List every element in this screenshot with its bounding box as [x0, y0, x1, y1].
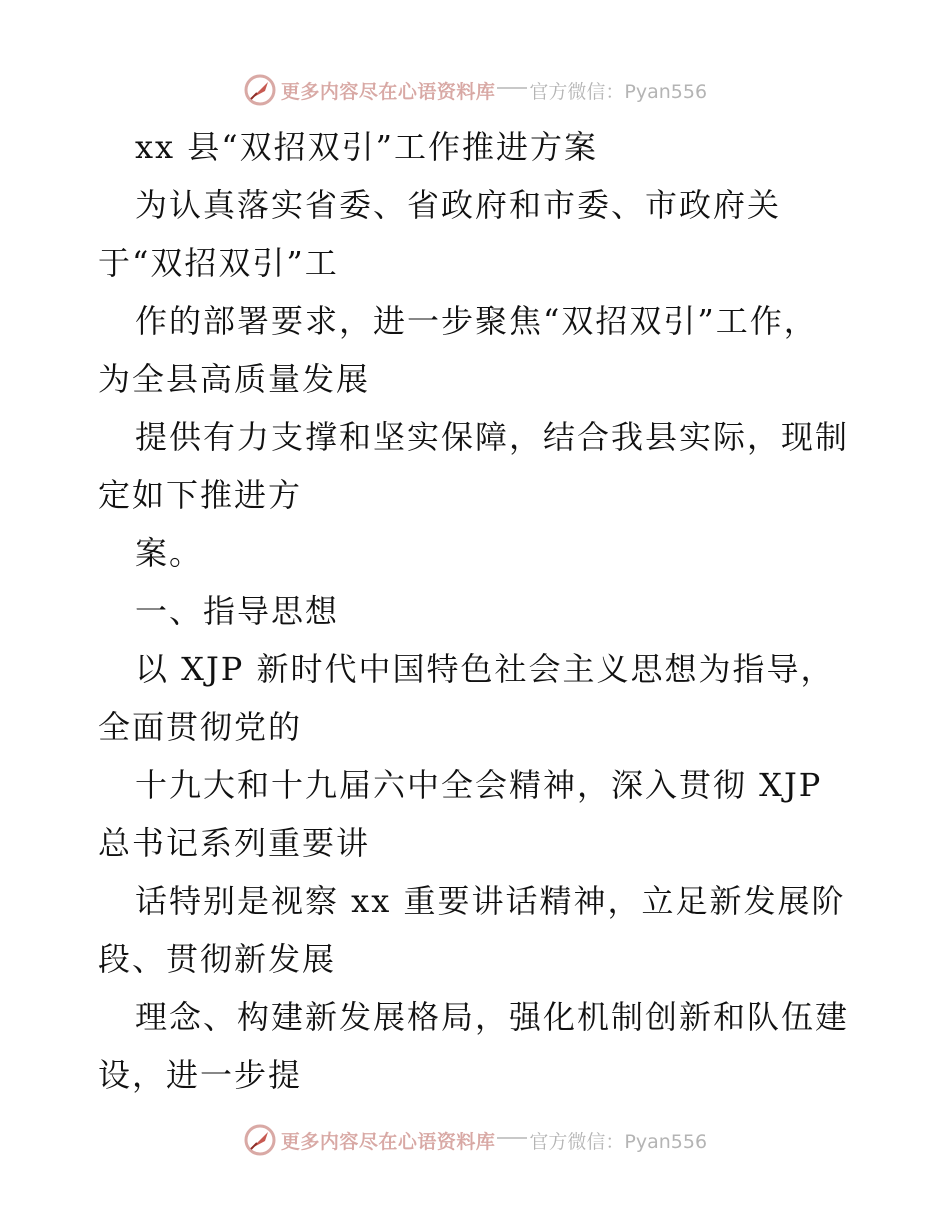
- paragraph-line: 总书记系列重要讲: [98, 824, 371, 862]
- paragraph-line: 段、贯彻新发展: [98, 940, 337, 978]
- watermark-dash: [497, 1137, 527, 1139]
- paragraph-line: 话特别是视察 xx 重要讲话精神，立足新发展阶: [135, 882, 846, 920]
- watermark-brand: 更多内容尽在心语资料库: [280, 1130, 496, 1153]
- paragraph-line: 十九大和十九届六中全会精神，深入贯彻 XJP: [135, 766, 823, 804]
- paragraph-line: 提供有力支撑和坚实保障，结合我县实际，现制: [135, 418, 850, 456]
- paragraph-line: 作的部署要求，进一步聚焦“双招双引”工作，: [135, 302, 818, 340]
- quill-logo-icon: [243, 73, 277, 107]
- paragraph-line: 以 XJP 新时代中国特色社会主义思想为指导，: [135, 650, 835, 688]
- paragraph-line: 为认真落实省委、省政府和市委、市政府关: [135, 186, 782, 224]
- paragraph-line: 设，进一步提: [98, 1056, 303, 1094]
- section-heading: 一、指导思想: [135, 592, 340, 630]
- watermark-suffix: 官方微信：Pyan556: [529, 80, 708, 103]
- document-title: xx 县“双招双引”工作推进方案: [135, 128, 598, 166]
- paragraph-line: 理念、构建新发展格局，强化机制创新和队伍建: [135, 998, 850, 1036]
- paragraph-line: 为全县高质量发展: [98, 360, 371, 398]
- header-watermark: [0, 70, 950, 110]
- paragraph-line: 定如下推进方: [98, 476, 303, 514]
- paragraph-line: 于“双招双引”工: [98, 244, 339, 282]
- quill-logo-icon: [243, 1123, 277, 1157]
- footer-watermark: [0, 1120, 950, 1160]
- watermark-brand: 更多内容尽在心语资料库: [280, 80, 496, 103]
- watermark-suffix: 官方微信：Pyan556: [529, 1130, 708, 1153]
- watermark-dash: [497, 87, 527, 89]
- paragraph-line: 全面贯彻党的: [98, 708, 303, 746]
- paragraph-line: 案。: [135, 534, 204, 572]
